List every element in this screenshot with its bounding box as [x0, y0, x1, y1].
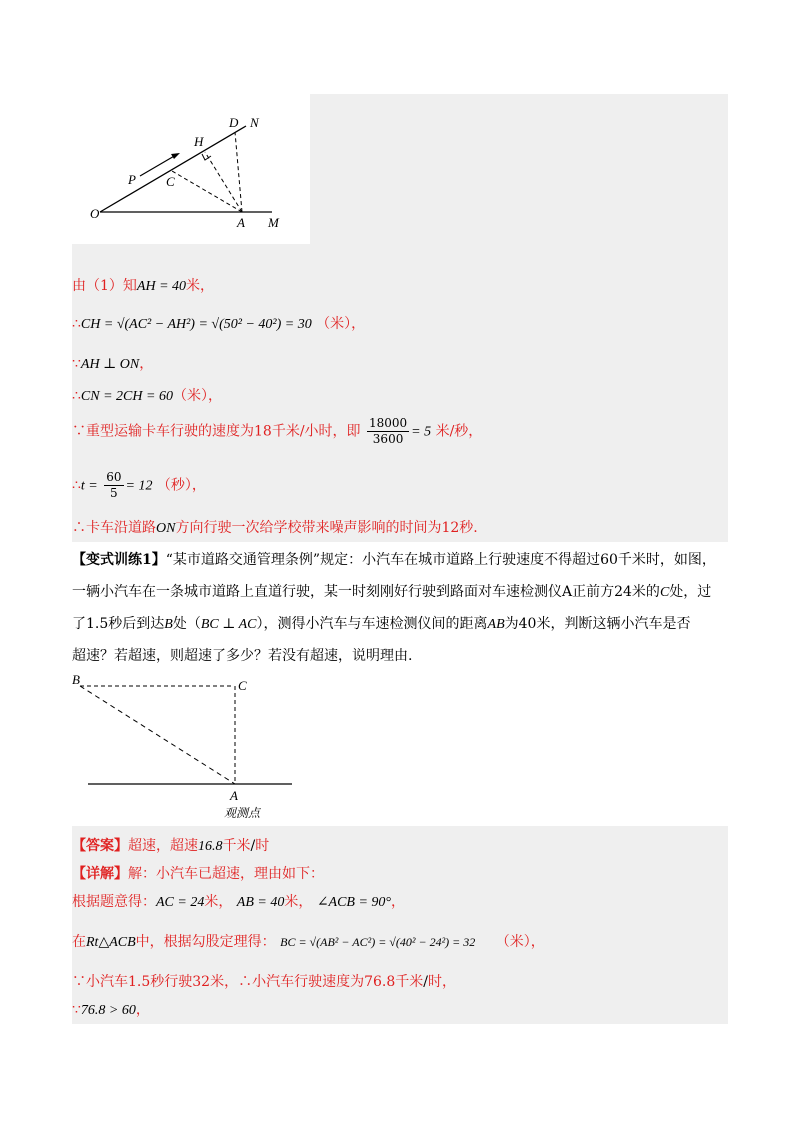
solution-line-2: ∴CH = √(AC² − AH²) = √(50² − 40²) = 30 （米）， — [72, 316, 366, 332]
label-O: O — [90, 206, 100, 221]
solution-line-3: ∵AH ⊥ ON， — [72, 356, 154, 372]
fraction-speed: $\frac{18000}{3600}$ — [368, 416, 408, 446]
exercise-line-4: 超速？若超速，则超速了多少？若没有超速，说明理由. — [72, 648, 413, 664]
label-M: M — [268, 215, 279, 230]
detail-line-4: ∵76.8 > 60， — [72, 1002, 150, 1018]
exercise-line-1: 【变式训练1】“某市道路交通管理条例”规定：小汽车在城市道路上行驶速度不得超过60千米时，如图， — [72, 552, 716, 568]
observation-point-caption: 观测点 — [224, 806, 261, 820]
label-H: H — [194, 134, 204, 149]
solution-line-5: ∵重型运输卡车行驶的速度为18千米/小时，即 $\frac{18000}{3600}$ = 5 米/秒， — [72, 416, 483, 446]
segment-AD — [235, 132, 242, 212]
segment-AH — [205, 152, 242, 212]
fraction-time: $\frac{60}{5}$ — [106, 470, 122, 500]
label-C: C — [166, 174, 175, 189]
ray-ON — [100, 126, 246, 212]
label-A2: A — [230, 788, 238, 803]
answer-line: 【答案】超速，超速16.8千米/时 — [72, 838, 270, 854]
detail-line-1: 根据题意得：AC = 24米， AB = 40米， ∠ACB = 90°， — [72, 894, 406, 910]
segment-BA — [80, 686, 235, 784]
figure2-diagram — [72, 670, 312, 825]
exercise-line-2: 一辆小汽车在一条城市道路上直道行驶，某一时刻刚好行驶到路面对车速检测仪A正前方24米的C处，过 — [72, 584, 712, 600]
arrow-head-icon — [171, 153, 180, 159]
detail-heading: 【详解】解：小汽车已超速，理由如下： — [72, 866, 324, 882]
solution-line-1: 由（1）知AH = 40米， — [72, 278, 215, 294]
label-B: B — [72, 672, 80, 687]
detail-line-3: ∵小汽车1.5秒行驶32米，∴小汽车行驶速度为76.8千米/时， — [72, 974, 456, 990]
label-A: A — [237, 215, 245, 230]
label-N: N — [250, 115, 259, 130]
label-D: D — [229, 115, 239, 130]
detail-line-2: 在Rt△ACB中，根据勾股定理得： BC = √(AB² − AC²) = √(40² − 24²) = 32 （米）， — [72, 934, 545, 950]
direction-arrow — [140, 155, 176, 176]
segment-AC — [172, 171, 242, 212]
label-P: P — [128, 172, 136, 187]
solution-line-4: ∴CN = 2CH = 60（米）， — [72, 388, 222, 404]
exercise-line-3: 了1.5秒后到达B处（BC ⊥ AC），测得小汽车与车速检测仪间的距离AB为40米，判断这辆小汽车是否 — [72, 616, 691, 632]
figure1-diagram — [72, 94, 310, 244]
solution-line-7: ∴卡车沿道路ON方向行驶一次给学校带来噪声影响的时间为12秒. — [72, 520, 478, 536]
figure1-background — [310, 94, 728, 244]
label-C2: C — [238, 678, 247, 693]
right-angle-mark — [202, 154, 211, 160]
solution-line-6: ∴t = $\frac{60}{5}$ = 12 （秒）， — [72, 470, 206, 500]
